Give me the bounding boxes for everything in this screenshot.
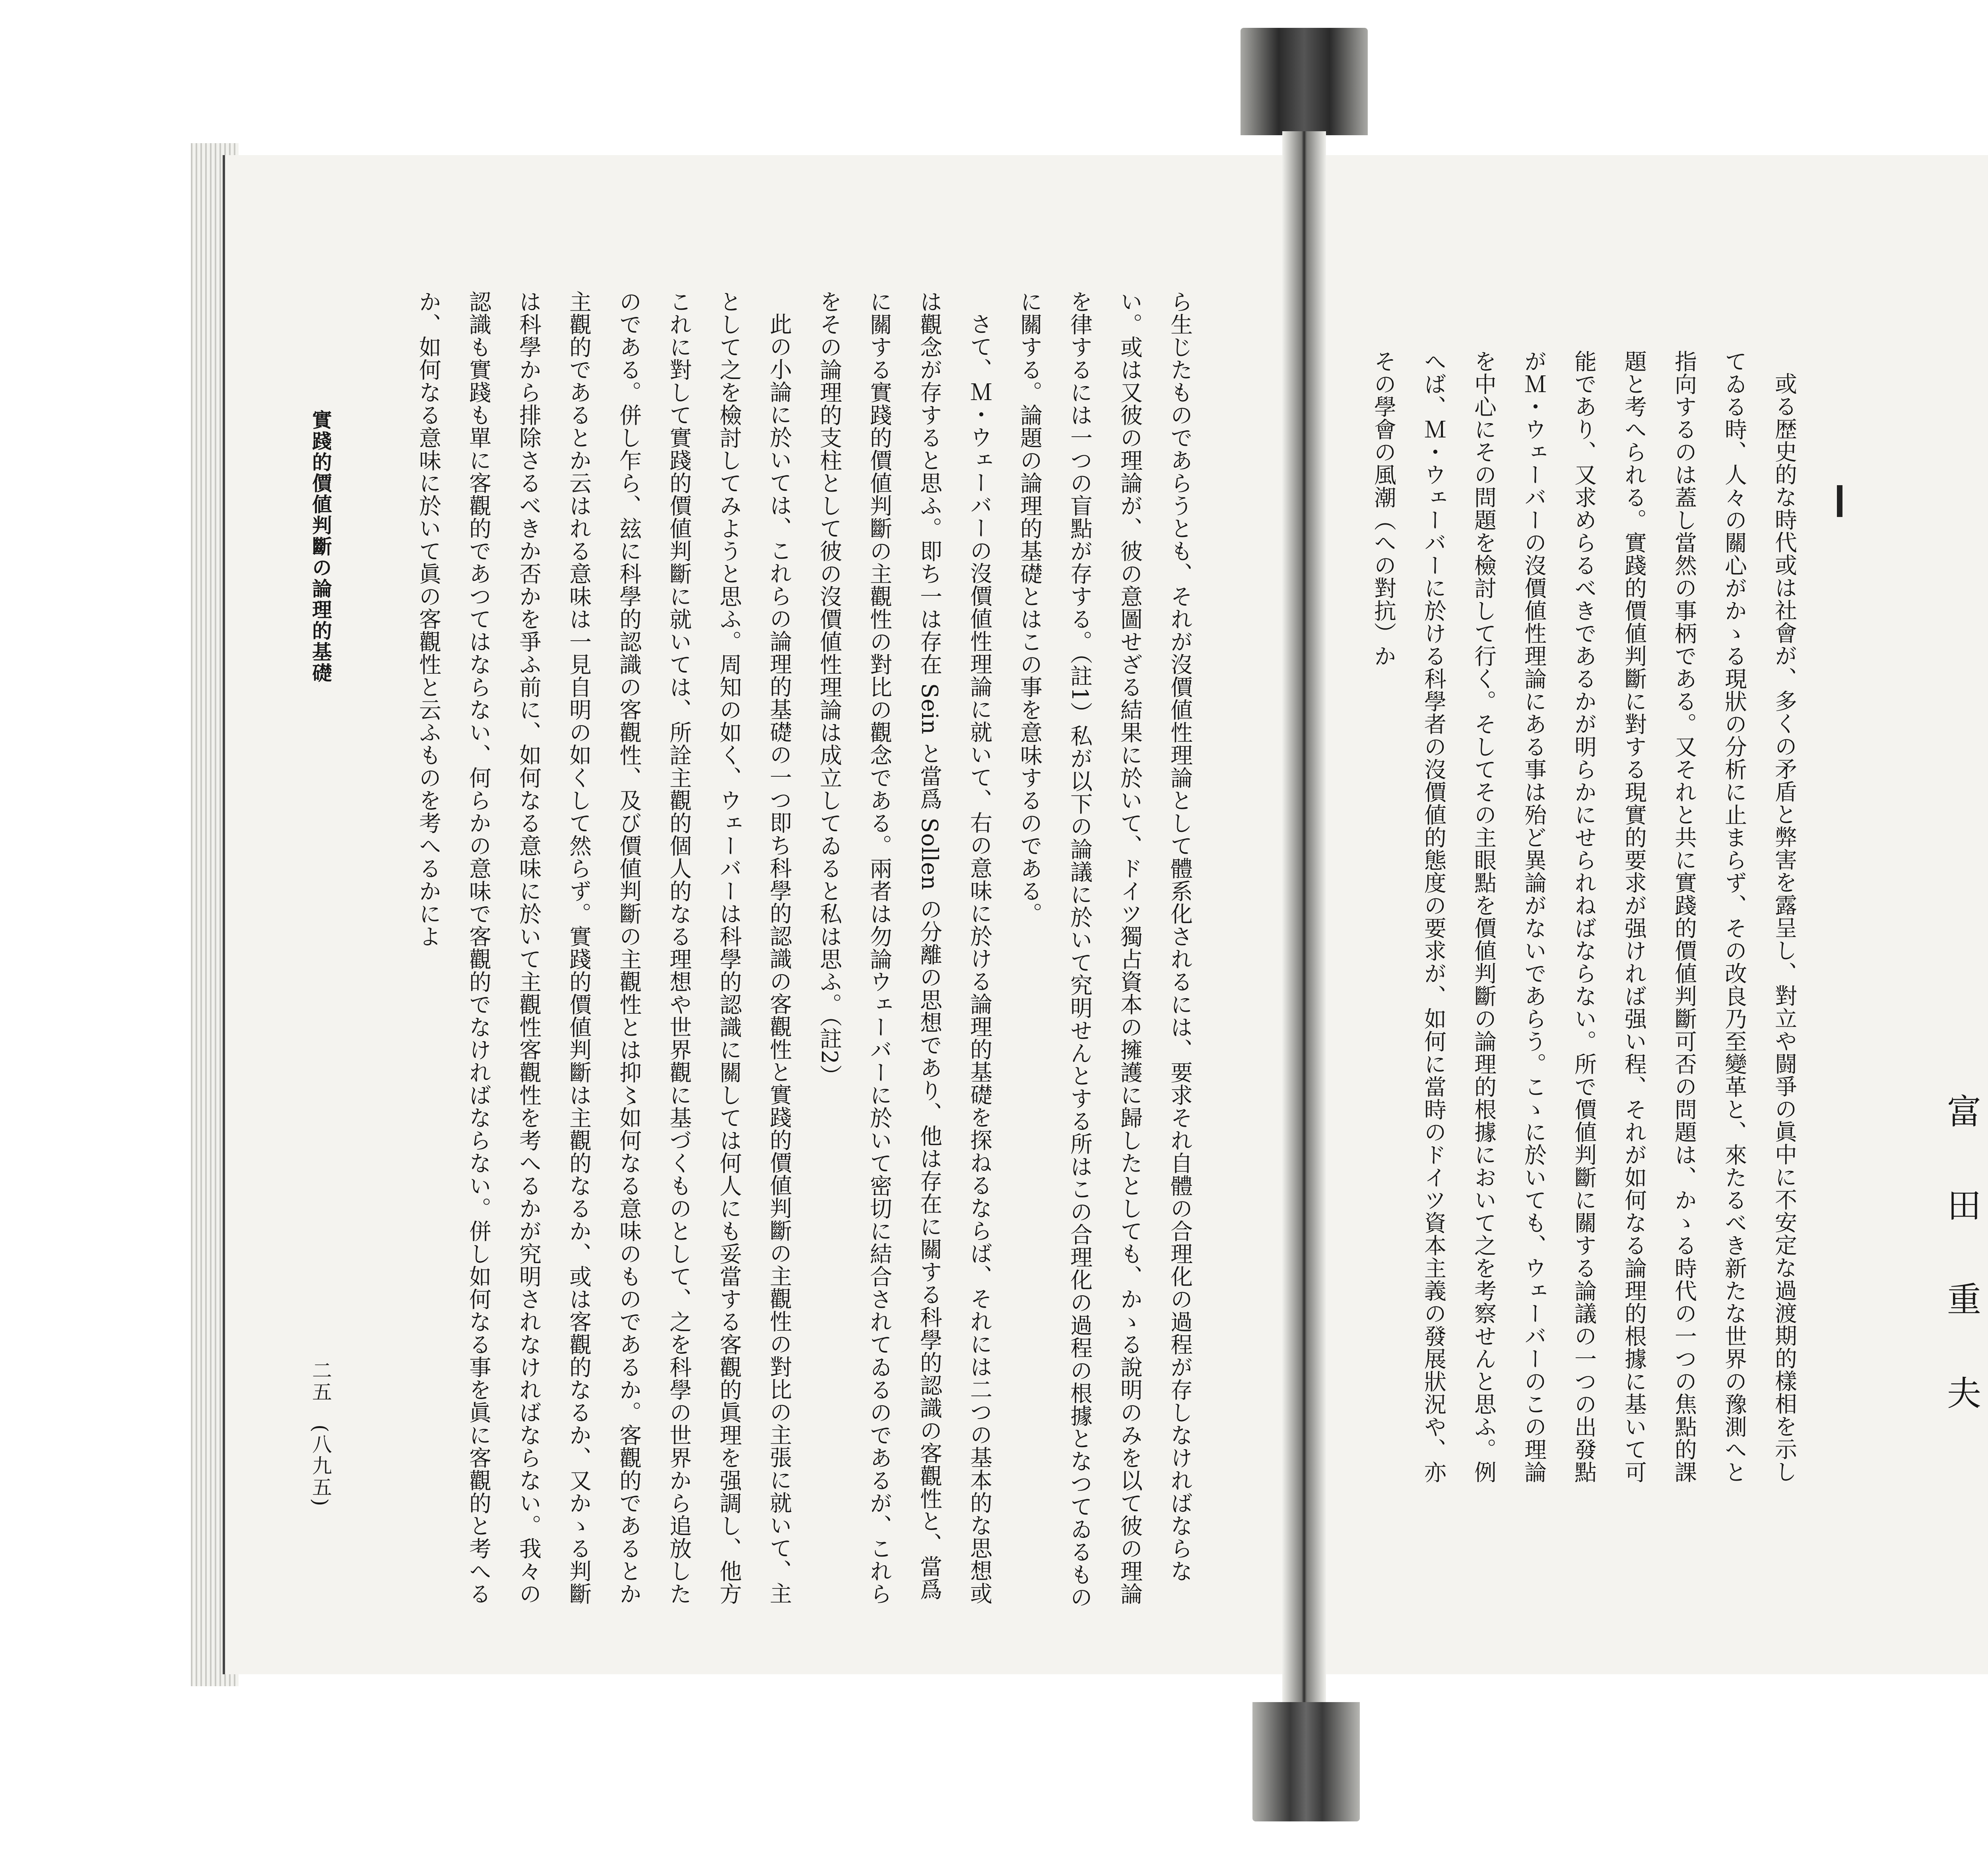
author-name: 富田重夫 [1941,1094,1981,1469]
paragraph: 此の小論に於いては、これらの論理的基礎の一つ即ち科學的認識の客觀性と實踐的價値判斷の主觀性の對比の主張に就いて、主として之を檢討してみようと思ふ。周知の如く、ウェーバーは科學的認識に關しては何人にも妥當する客觀的眞理を强調し、他方これに對して實踐的價値判斷に就いては、所詮主觀的個人的なる理想や世界觀に基づくものとして、之を科學の世界から追放したのである。併し乍ら、玆に科學的認識の客觀性、及び價値判斷の主觀性とは抑〻如何なる意味のものであるか。客觀的であるとか主觀的であるとか云はれる意味は一見自明の如くして然らず。實踐的價値判斷は主觀的なるか、或は客觀的なるか、又かゝる判斷は科學から排除さるべきか否かを爭ふ前に、如何なる意味に於いて主觀性客觀性を考へるかが究明されなければならない。我々の認識も實踐も單に客觀的であつてはならない、何らかの意味で客觀的でなければならない。併し如何なる事を眞に客觀的と考へるか、如何なる意味に於いて眞の客觀性と云ふものを考へるかによ [415,290,792,1605]
paragraph: ら生じたものであらうとも、それが沒價値性理論として體系化されるには、要求それ自體の合理化の過程が存しなければならない。或は又彼の理論が、彼の意圖せざる結果に於いて、ドイツ獨占資本の擁護に歸したとしても、かゝる說明のみを以て彼の理論を律するには一つの盲點が存する。（註1）私が以下の論議に於いて究明せんとする所はこの合理化の過程の根據となつてゐるものに關する。論題の論理的基礎とはこの事を意味するのである。 [1017,290,1193,1609]
page-number-left: 二五 (八九五) [309,1360,332,1508]
running-foot: 實踐的價値判斷の論理的基礎 [309,410,332,684]
book-spine-top [1241,28,1368,135]
left-page-body [350,290,1205,1611]
book-gutter [1282,131,1326,1702]
paragraph: 或る歴史的な時代或は社會が、多くの矛盾と弊害を露呈し、對立や闘爭の眞中に不安定な過渡期的樣相を示してゐる時、人々の關心がかゝる現狀の分析に止まらず、その改良乃至變革と、來たるべき新たな世界の豫測へと指向するのは蓋し當然の事柄である。又それと共に實踐的價値判斷可否の問題は、かゝる時代の一つの焦點的課題と考へられる。實踐的價値判斷に對する現實的要求が强ければ强い程、それが如何なる論理的根據に基いて可能であり、又求めらるべきであるかが明らかにせられねばならない。所で價値判斷に關する論議の一つの出發點がＭ・ウェーバーの沒價値性理論にある事は殆ど異論がないであらう。こゝに於いても、ウェーバーのこの理論を中心にその問題を檢討して行く。そしてその主眼點を價値判斷の論理的根據において之を考察せんと思ふ。例へば、Ｍ・ウェーバーに於ける科學者の沒價値的態度の要求が、如何に當時のドイツ資本主義の發展狀況や、亦その學會の風潮（への對抗）か [1371,350,1797,1483]
paragraph: さて、Ｍ・ウェーバーの沒價値性理論に就いて、右の意味に於ける論理的基礎を探ねるならば、それには二つの基本的な思想或は觀念が存すると思ふ。即ち一は存在 Sein と當爲 Sollen の分離の思想であり、他は存在に關する科學的認識の客觀性と、當爲に關する實踐的價値判斷の主觀性の對比の觀念である。兩者は勿論ウェーバーに於いて密切に結合されてゐるのであるが、これらをその論理的支柱として彼の沒價値性理論は成立してゐると私は思ふ。（註2） [816,290,992,1605]
book-spine-bottom [1252,1702,1360,1821]
section-marker [1837,485,1842,517]
right-page-body [1360,350,1809,1503]
